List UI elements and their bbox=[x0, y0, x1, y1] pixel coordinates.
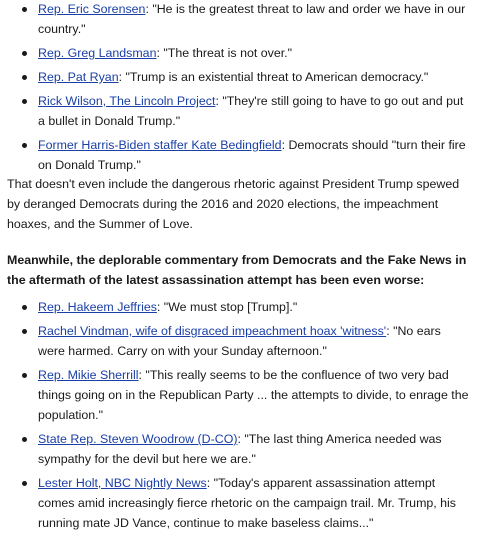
quote-text: : "We must stop [Trump]." bbox=[156, 300, 298, 314]
quote-text: : "Trump is an existential threat to American democracy." bbox=[118, 70, 429, 84]
source-link[interactable]: Rep. Greg Landsman bbox=[38, 46, 157, 60]
source-link[interactable]: Rep. Mikie Sherrill bbox=[38, 368, 139, 382]
source-link[interactable]: Rachel Vindman, wife of disgraced impeachment hoax 'witness' bbox=[38, 324, 387, 338]
quote-text: : Democrats should "turn their fire on Donald Trump." bbox=[38, 138, 466, 172]
source-link[interactable]: Former Harris-Biden staffer Kate Bedingfield bbox=[38, 138, 282, 152]
list-item bbox=[0, 43, 477, 63]
list-item bbox=[0, 0, 477, 39]
source-link[interactable]: Rep. Eric Sorensen bbox=[38, 2, 146, 16]
paragraph-commentary: Meanwhile, the deplorable commentary from Democrats and the Fake News in the aftermath of the latest assassination attempt has been even worse: bbox=[7, 253, 467, 287]
list-item bbox=[0, 297, 477, 317]
quote-text: : "Today's apparent assassination attempt comes amid increasingly fierce rhetoric on the campaign trail. Mr. Trump, his running mate JD Vance, continue to make baseless claims..." bbox=[38, 476, 457, 530]
quote-text: : "The threat is not over." bbox=[156, 46, 292, 60]
source-link[interactable]: Lester Holt, NBC Nightly News bbox=[38, 476, 207, 490]
quote-text: : "He is the greatest threat to law and order we have in our country." bbox=[38, 2, 466, 36]
quote-text: : "This really seems to be the confluence of two very bad things going on in the Republican Party ... the attempts to divide, to enrage the population." bbox=[38, 368, 469, 422]
quote-list-1 bbox=[0, 0, 477, 179]
list-item bbox=[0, 473, 477, 533]
quote-text: : "The last thing America needed was sympathy for the devil but here we are." bbox=[38, 432, 442, 466]
quote-list-2 bbox=[0, 297, 477, 537]
list-item bbox=[0, 67, 477, 87]
list-item bbox=[0, 429, 477, 469]
source-link[interactable]: State Rep. Steven Woodrow (D-CO) bbox=[38, 432, 238, 446]
list-item bbox=[0, 365, 477, 425]
source-link[interactable]: Rick Wilson, The Lincoln Project bbox=[38, 94, 216, 108]
quote-text: : "They're still going to have to go out and put a bullet in Donald Trump." bbox=[38, 94, 464, 128]
paragraph-rhetoric: That doesn't even include the dangerous rhetoric against President Trump spewed by deranged Democrats during the 2016 and 2020 elections, the impeachment hoaxes, and the Summer of Love. bbox=[7, 177, 460, 231]
source-link[interactable]: Rep. Pat Ryan bbox=[38, 70, 119, 84]
list-item bbox=[0, 135, 477, 175]
source-link[interactable]: Rep. Hakeem Jeffries bbox=[38, 300, 157, 314]
list-item bbox=[0, 321, 477, 361]
quote-text: : "No ears were harmed. Carry on with your Sunday afternoon." bbox=[38, 324, 441, 358]
list-item bbox=[0, 91, 477, 131]
